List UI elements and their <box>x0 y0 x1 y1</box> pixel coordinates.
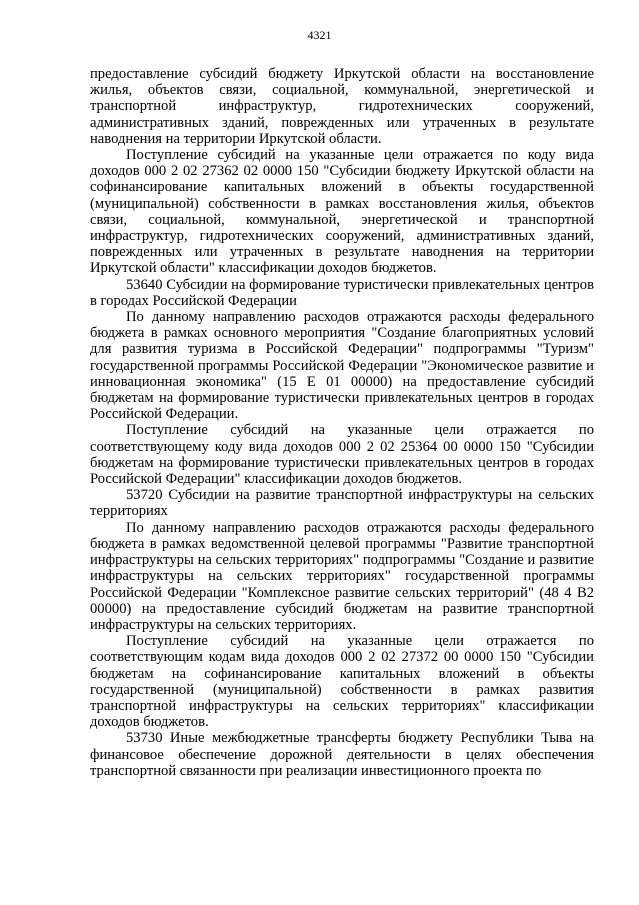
section-heading-53720: 53720 Субсидии на развитие транспортной инфраструктуры на сельских территориях <box>90 487 594 520</box>
paragraph-expenses-53720: По данному направлению расходов отражаются расходы федерального бюджета в рамках ведомственной целевой программы "Развитие транспортной инфраструктуры на сельских территориях" подпрограммы "Создание и развитие инфраструктуры на сельских территориях" государственной программы Российской Федерации "Комплексное развитие сельских территорий" (48 4 В2 00000) на предоставление субсидий бюджетам на развитие транспортной инфраструктуры на сельских территориях. <box>90 519 594 633</box>
paragraph-income-irkutsk: Поступление субсидий на указанные цели отражается по коду вида доходов 000 2 02 27362 02 0000 150 "Субсидии бюджету Иркутской области на софинансирование капитальных вложений в объекты государственной (муниципальной) собственности в рамках восстановления жилья, объектов связи, социальной, коммунальной, энергетической и транспортной инфраструктур, гидротехнических сооружений, административных зданий, поврежденных или утраченных в результате наводнения на территории Иркутской области" классификации доходов бюджетов. <box>90 147 594 277</box>
paragraph-continuation: предоставление субсидий бюджету Иркутской области на восстановление жилья, объектов связи, социальной, коммунальной, энергетической и транспортной инфраструктур, гидротехнических сооружений, административных зданий, поврежденных или утраченных в результате наводнения на территории Иркутской области. <box>90 66 594 147</box>
paragraph-expenses-53640: По данному направлению расходов отражаются расходы федерального бюджета в рамках основного мероприятия "Создание благоприятных условий для развития туризма в Российской Федерации" подпрограммы "Туризм" государственной программы Российской Федерации "Экономическое развитие и инновационная экономика" (15 Е 01 00000) на предоставление субсидий бюджетам на формирование туристически привлекательных центров в городах Российской Федерации. <box>90 309 594 423</box>
section-heading-53640: 53640 Субсидии на формирование туристически привлекательных центров в городах Российской Федерации <box>90 276 594 309</box>
paragraph-income-53640: Поступление субсидий на указанные цели отражается по соответствующему коду вида доходов 000 2 02 25364 00 0000 150 "Субсидии бюджетам на формирование туристически привлекательных центров в городах Российской Федерации" классификации доходов бюджетов. <box>90 422 594 488</box>
document-body <box>90 66 594 779</box>
page-number: 4321 <box>307 28 332 42</box>
paragraph-income-53720: Поступление субсидий на указанные цели отражается по соответствующим кодам вида доходов 000 2 02 27372 00 0000 150 "Субсидии бюджетам на софинансирование капитальных вложений в объекты государственной (муниципальной) собственности в рамках развития транспортной инфраструктуры на сельских территориях" классификации доходов бюджетов. <box>90 633 594 731</box>
section-heading-53730: 53730 Иные межбюджетные трансферты бюджету Республики Тыва на финансовое обеспечение дорожной деятельности в целях обеспечения транспортной связанности при реализации инвестиционного проекта по <box>90 730 594 779</box>
